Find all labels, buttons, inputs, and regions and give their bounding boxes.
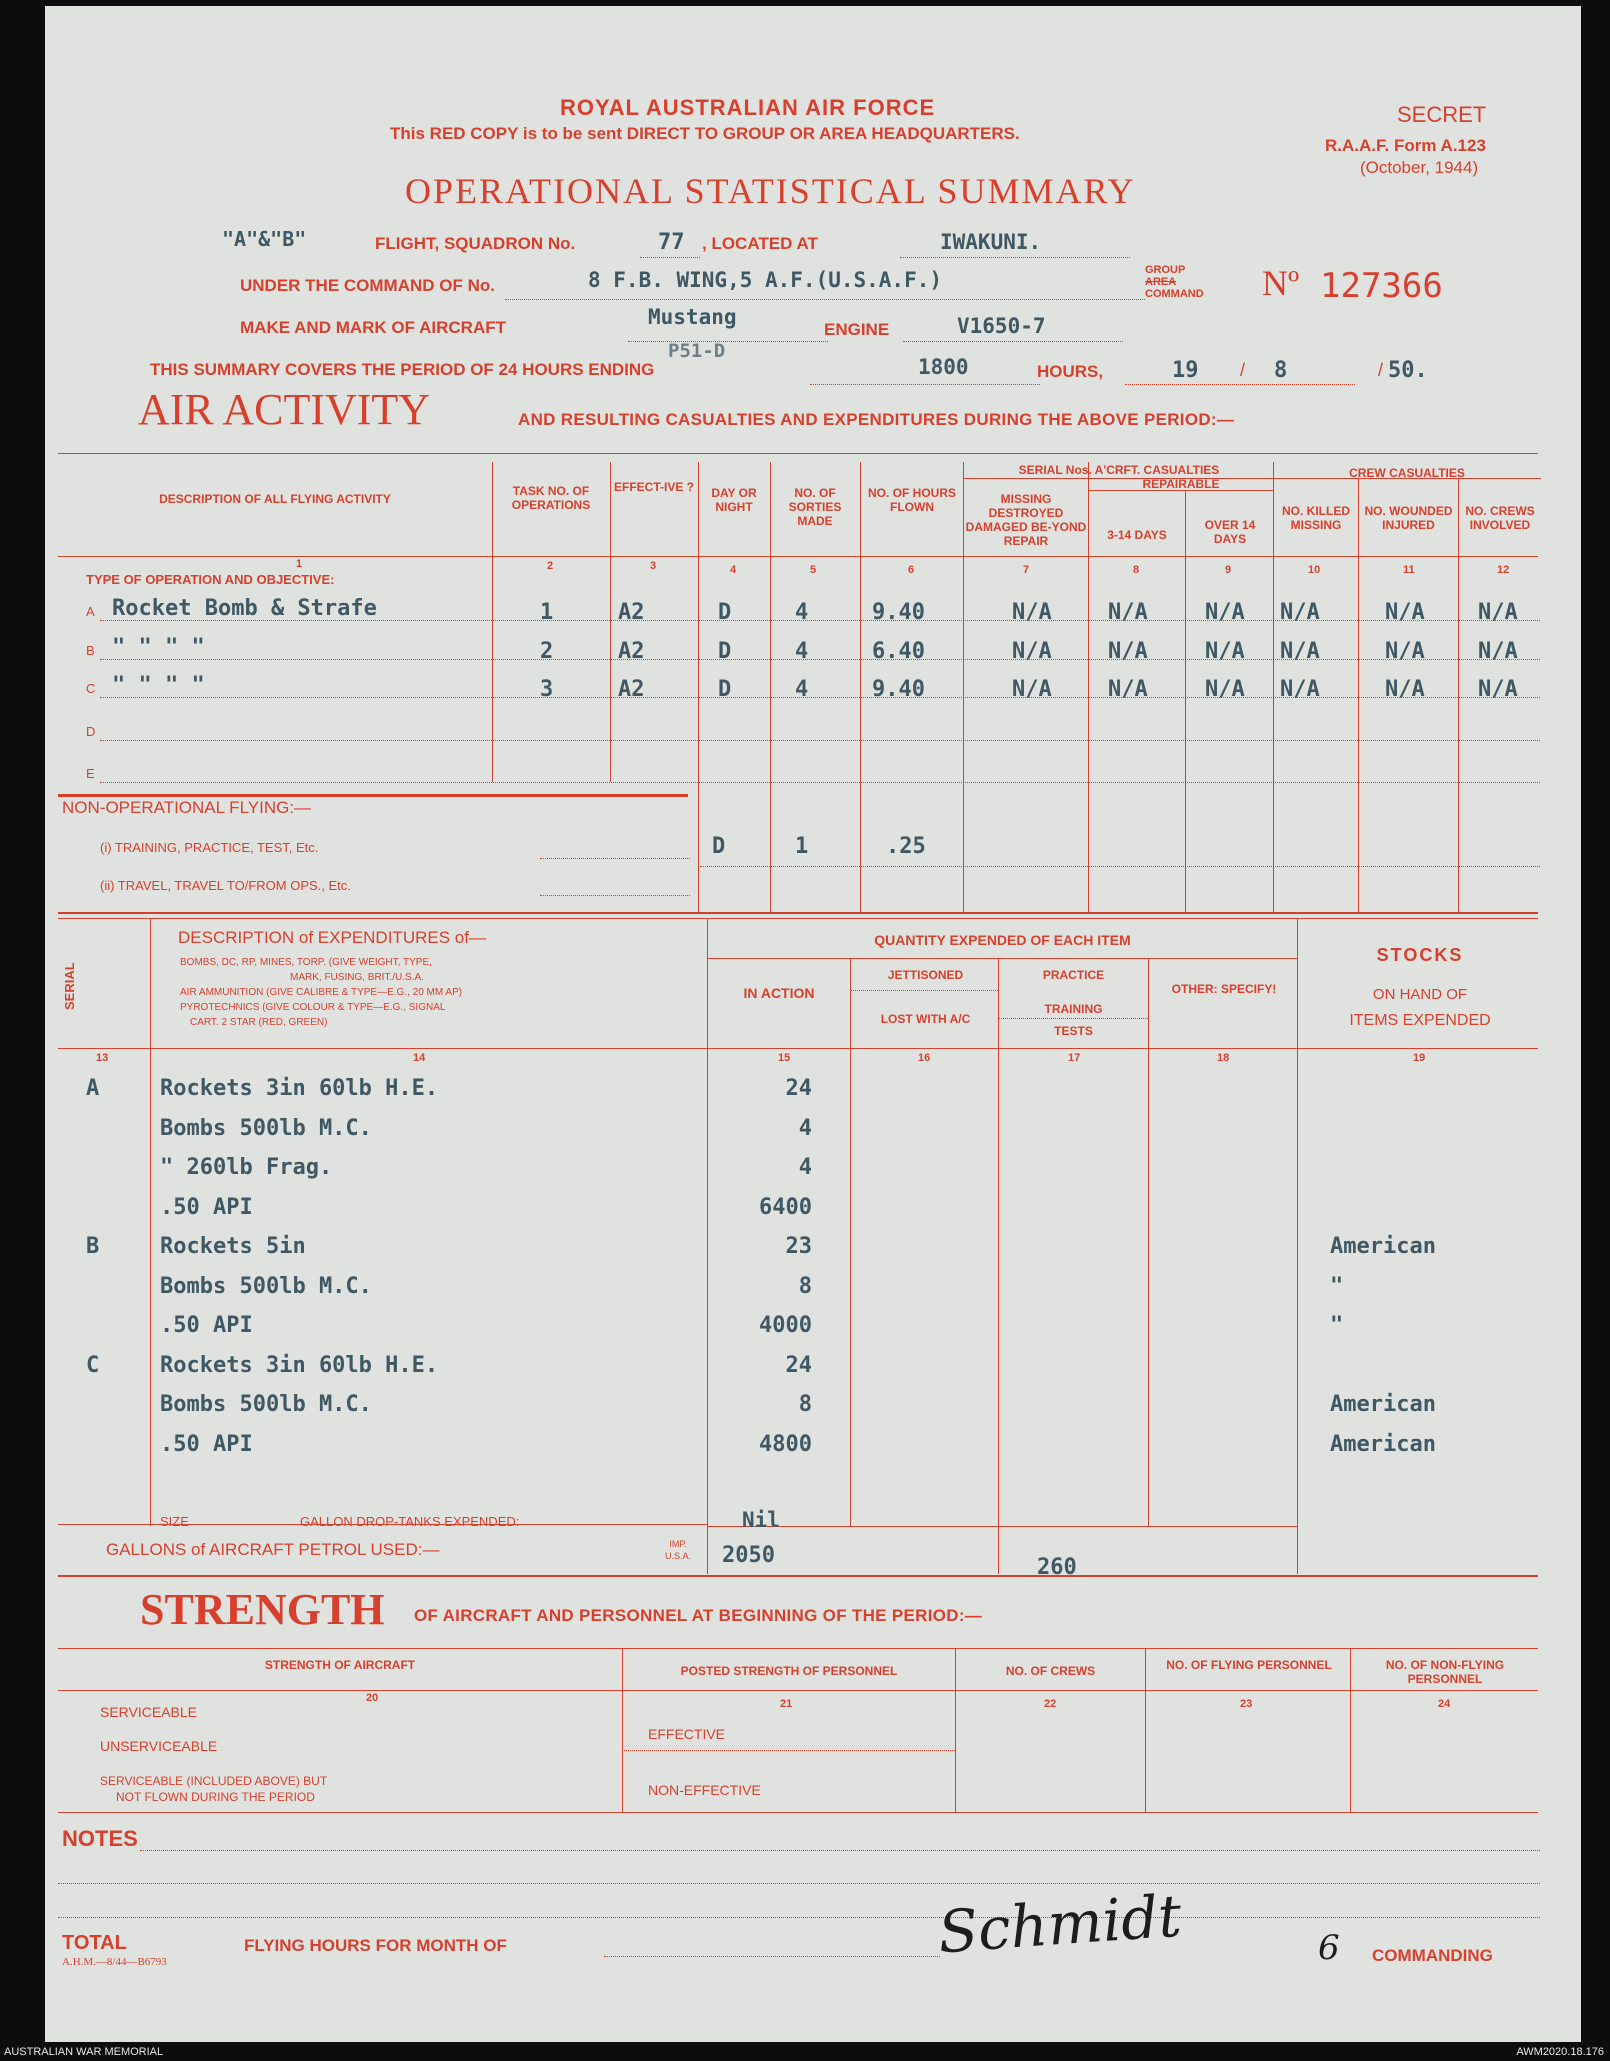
col-num: 7 (1023, 564, 1030, 576)
type-of-operation-label: TYPE OF OPERATION AND OBJECTIVE: (86, 572, 335, 587)
col-description: DESCRIPTION OF ALL FLYING ACTIVITY (159, 492, 391, 506)
col-num: 15 (778, 1052, 791, 1064)
col-task-no: TASK NO. OF OPERATIONS (511, 484, 591, 512)
stock-on-hand: " (1330, 1313, 1344, 1338)
practice-header: PRACTICE (1042, 968, 1105, 982)
size-label: SIZE (160, 1514, 189, 1529)
col-crews-involved: NO. CREWS INVOLVED (1465, 504, 1535, 532)
archive-accession: AWM2020.18.176 (1516, 2046, 1604, 2058)
stock-on-hand: American (1330, 1432, 1436, 1457)
hours-flown: 9.40 (872, 600, 925, 625)
red-copy-instruction: This RED COPY is to be sent DIRECT TO GROUP OR AREA HEADQUARTERS. (390, 124, 1020, 143)
non-op-travel-label: (ii) TRAVEL, TRAVEL TO/FROM OPS., Etc. (100, 878, 351, 893)
training-header: TRAINING (1044, 1002, 1103, 1016)
training-day-night: D (712, 834, 726, 859)
wounded-injured: N/A (1385, 600, 1425, 625)
command-value: 8 F.B. WING,5 A.F.(U.S.A.F.) (588, 268, 943, 292)
notes-label: NOTES (62, 1826, 138, 1851)
training-hours: .25 (886, 834, 926, 859)
col-num: 6 (908, 564, 915, 576)
crews-involved: N/A (1478, 639, 1518, 664)
total-label: TOTAL (62, 1932, 127, 1954)
expenditure-description: Bombs 500lb M.C. (160, 1392, 372, 1417)
print-code: A.H.M.—8/44—B6793 (62, 1956, 167, 1968)
wounded-injured: N/A (1385, 639, 1425, 664)
flying-personnel-header: NO. OF FLYING PERSONNEL (1166, 1658, 1332, 1672)
in-action-header: IN ACTION (743, 985, 815, 1001)
col-effective: EFFECT-IVE ? (613, 480, 694, 494)
quantity-in-action: 8 (798, 1392, 812, 1417)
engine-value: V1650-7 (957, 314, 1046, 338)
col-num: 8 (1133, 564, 1140, 576)
row-letter: C (86, 681, 96, 696)
quantity-in-action: 4000 (759, 1313, 812, 1338)
non-effective-label: NON-EFFECTIVE (648, 1782, 761, 1798)
repairable-3-14: N/A (1108, 677, 1148, 702)
col-wounded-injured: NO. WOUNDED INJURED (1364, 504, 1453, 532)
not-flown-label-2: NOT FLOWN DURING THE PERIOD (116, 1790, 315, 1804)
row-letter: D (86, 724, 96, 739)
col-num: 17 (1068, 1052, 1081, 1064)
wounded-injured: N/A (1385, 677, 1425, 702)
form-date: (October, 1944) (1360, 158, 1479, 177)
aircraft-subtype: P51-D (668, 340, 726, 362)
rank-mark: 6 (1318, 1928, 1340, 1968)
task-no: 2 (540, 639, 554, 664)
repairable-3-14: N/A (1108, 600, 1148, 625)
operation-description: " " " " (112, 635, 205, 660)
col-num: 9 (1225, 564, 1232, 576)
col-num: 4 (730, 564, 737, 576)
stocks-header: STOCKS (1376, 945, 1464, 965)
crews-involved: N/A (1478, 677, 1518, 702)
stock-on-hand: " (1330, 1274, 1344, 1299)
archive-caption: AUSTRALIAN WAR MEMORIAL (4, 2046, 164, 2058)
col-num: 3 (650, 560, 657, 572)
col-hours-flown: NO. OF HOURS FLOWN (867, 486, 956, 514)
col-sorties: NO. OF SORTIES MADE (788, 486, 842, 528)
sorties: 4 (795, 600, 809, 625)
engine-label: ENGINE (824, 320, 890, 339)
petrol-label: GALLONS of AIRCRAFT PETROL USED:— (106, 1540, 440, 1559)
killed-missing: N/A (1280, 600, 1320, 625)
killed-missing: N/A (1280, 639, 1320, 664)
commander-signature: Schmidt (935, 1881, 1184, 1967)
day-night: D (718, 677, 732, 702)
sorties: 4 (795, 639, 809, 664)
col-num: 16 (918, 1052, 931, 1064)
stocks-subheader: ON HAND OF (1372, 986, 1468, 1003)
effective-value: A2 (618, 677, 645, 702)
repairable-header: REPAIRABLE (1142, 477, 1220, 491)
air-activity-heading: AIR ACTIVITY (138, 385, 431, 434)
col-missing: MISSING DESTROYED DAMAGED BE-YOND REPAIR (965, 492, 1087, 548)
period-year: 50. (1388, 358, 1428, 383)
petrol-in-action: 2050 (722, 1543, 775, 1568)
expenditure-description: .50 API (160, 1195, 253, 1220)
form-title: OPERATIONAL STATISTICAL SUMMARY (405, 171, 1136, 211)
col-num: 11 (1403, 564, 1415, 576)
col-killed-missing: NO. KILLED MISSING (1282, 504, 1350, 532)
period-day: 19 (1172, 358, 1199, 383)
serial-number: 127366 (1320, 266, 1443, 306)
stock-on-hand: American (1330, 1392, 1436, 1417)
col-day-night: DAY OR NIGHT (711, 486, 757, 514)
expenditure-description: Rockets 3in 60lb H.E. (160, 1353, 439, 1378)
non-flying-personnel-header: NO. OF NON-FLYING PERSONNEL (1385, 1658, 1505, 1686)
repairable-over-14: N/A (1205, 600, 1245, 625)
expenditure-serial: A (86, 1076, 100, 1101)
expenditure-description: Bombs 500lb M.C. (160, 1274, 372, 1299)
command-label: UNDER THE COMMAND OF No. (240, 276, 495, 295)
flight-value: "A"&"B" (222, 227, 307, 251)
unserviceable-label: UNSERVICEABLE (100, 1738, 218, 1754)
no-of-crews-header: NO. OF CREWS (1005, 1664, 1096, 1678)
not-flown-label-1: SERVICEABLE (INCLUDED ABOVE) BUT (100, 1774, 328, 1788)
squadron-value: 77 (658, 230, 685, 255)
expenditure-serial: C (86, 1353, 100, 1378)
petrol-units: IMP. U.S.A. (665, 1539, 692, 1561)
expenditures-desc-title: DESCRIPTION of EXPENDITURES of— (178, 928, 486, 947)
form-id: R.A.A.F. Form A.123 (1325, 136, 1486, 155)
non-operational-label: NON-OPERATIONAL FLYING:— (62, 798, 312, 817)
effective-label: EFFECTIVE (648, 1726, 726, 1742)
tests-header: TESTS (1054, 1024, 1093, 1038)
stock-on-hand: American (1330, 1234, 1436, 1259)
period-month: 8 (1274, 358, 1288, 383)
quantity-in-action: 4800 (759, 1432, 812, 1457)
aircraft-label: MAKE AND MARK OF AIRCRAFT (240, 318, 506, 337)
lost-with-aircraft-header: LOST WITH A/C (880, 1012, 971, 1026)
killed-missing: N/A (1280, 677, 1320, 702)
col-num: 13 (96, 1052, 109, 1064)
row-letter: B (86, 643, 95, 658)
col-num: 19 (1413, 1052, 1426, 1064)
col-num: 23 (1240, 1698, 1253, 1710)
repairable-3-14: N/A (1108, 639, 1148, 664)
serviceable-label: SERVICEABLE (100, 1704, 198, 1720)
training-sorties: 1 (795, 834, 809, 859)
expenditure-description: Rockets 5in (160, 1234, 306, 1259)
expenditure-description: " 260lb Frag. (160, 1155, 333, 1180)
col-num: 20 (366, 1692, 379, 1704)
operation-description: " " " " (112, 673, 205, 698)
serial-prefix: Nº (1262, 263, 1300, 303)
col-num: 22 (1044, 1698, 1057, 1710)
hours-label: HOURS, (1037, 362, 1104, 381)
located-label: , LOCATED AT (702, 234, 818, 253)
strength-heading: STRENGTH (140, 1585, 385, 1634)
effective-value: A2 (618, 639, 645, 664)
task-no: 3 (540, 677, 554, 702)
col-num: 21 (780, 1698, 793, 1710)
flight-label: FLIGHT, SQUADRON No. (375, 234, 576, 253)
other-specify-header: OTHER: SPECIFY! (1171, 982, 1277, 996)
missing-destroyed: N/A (1012, 677, 1052, 702)
col-num: 24 (1438, 1698, 1451, 1710)
hours-flown: 9.40 (872, 677, 925, 702)
expenditure-description: Bombs 500lb M.C. (160, 1116, 372, 1141)
col-3-14-days: 3-14 DAYS (1107, 528, 1167, 542)
day-night: D (718, 639, 732, 664)
posted-strength-header: POSTED STRENGTH OF PERSONNEL (680, 1664, 898, 1678)
col-num: 18 (1217, 1052, 1230, 1064)
missing-destroyed: N/A (1012, 639, 1052, 664)
col-num: 5 (810, 564, 817, 576)
col-num: 12 (1497, 564, 1510, 576)
expenditures-desc-guidance: BOMBS, DC, RP, MINES, TORP. (GIVE WEIGHT, TYPE, MARK, FUSING, BRIT./U.S.A. AIR AMMUNITION (GIVE CALIBRE & TYPE—E.G., 20 MM AP) PYROTECHNICS (GIVE COLOUR & TYPE—E.G., SIGNAL CART. 2 STAR (RED, GREEN) (180, 957, 463, 1028)
classification: SECRET (1397, 102, 1487, 127)
non-op-training-label: (i) TRAINING, PRACTICE, TEST, Etc. (100, 840, 319, 855)
aircraft-value: Mustang (648, 305, 737, 329)
crews-involved: N/A (1478, 600, 1518, 625)
located-value: IWAKUNI. (940, 230, 1042, 254)
drop-tanks-label: GALLON DROP-TANKS EXPENDED: (300, 1514, 520, 1529)
operation-description: Rocket Bomb & Strafe (112, 596, 377, 621)
repairable-over-14: N/A (1205, 677, 1245, 702)
quantity-in-action: 24 (785, 1076, 812, 1101)
col-num: 2 (547, 560, 554, 572)
quantity-in-action: 4 (798, 1116, 812, 1141)
expenditure-description: Rockets 3in 60lb H.E. (160, 1076, 439, 1101)
col-num: 10 (1308, 564, 1321, 576)
jettisoned-header: JETTISONED (887, 968, 964, 982)
quantity-in-action: 8 (798, 1274, 812, 1299)
hours-flown: 6.40 (872, 639, 925, 664)
col-over-14-days: OVER 14 DAYS (1204, 518, 1256, 546)
quantity-in-action: 24 (785, 1353, 812, 1378)
quantity-in-action: 23 (785, 1234, 812, 1259)
serial-header: SERIAL (62, 962, 77, 1010)
repairable-over-14: N/A (1205, 639, 1245, 664)
col-num: 1 (296, 558, 303, 570)
expenditure-description: .50 API (160, 1432, 253, 1457)
quantity-in-action: 6400 (759, 1195, 812, 1220)
day-night: D (718, 600, 732, 625)
air-activity-subheading: AND RESULTING CASUALTIES AND EXPENDITURES DURING THE ABOVE PERIOD:— (518, 410, 1235, 429)
col-num: 14 (413, 1052, 426, 1064)
serial-casualties-header: SERIAL Nos. A'CRFT. CASUALTIES (1018, 463, 1220, 477)
task-no: 1 (540, 600, 554, 625)
missing-destroyed: N/A (1012, 600, 1052, 625)
commanding-label: COMMANDING (1372, 1946, 1493, 1965)
drop-tanks-value: Nil (742, 1508, 780, 1532)
org-title: ROYAL AUSTRALIAN AIR FORCE (560, 95, 936, 120)
crew-casualties-header: CREW CASUALTIES (1349, 466, 1465, 480)
quantity-in-action: 4 (798, 1155, 812, 1180)
quantity-expended-header: QUANTITY EXPENDED OF EACH ITEM (874, 932, 1131, 948)
row-letter: E (86, 766, 95, 781)
command-type-options: GROUP AREA COMMAND (1145, 264, 1204, 300)
expenditure-description: .50 API (160, 1313, 253, 1338)
stocks-subheader-2: ITEMS EXPENDED (1349, 1012, 1491, 1029)
strength-aircraft-header: STRENGTH OF AIRCRAFT (264, 1658, 416, 1672)
flying-hours-month-label: FLYING HOURS FOR MONTH OF (244, 1936, 507, 1955)
petrol-practice: 260 (1037, 1555, 1077, 1580)
period-label: THIS SUMMARY COVERS THE PERIOD OF 24 HOURS ENDING (150, 360, 655, 379)
period-hours: 1800 (918, 355, 969, 379)
sorties: 4 (795, 677, 809, 702)
expenditure-serial: B (86, 1234, 100, 1259)
strength-subheading: OF AIRCRAFT AND PERSONNEL AT BEGINNING OF THE PERIOD:— (414, 1606, 983, 1625)
effective-value: A2 (618, 600, 645, 625)
row-letter: A (86, 604, 95, 619)
